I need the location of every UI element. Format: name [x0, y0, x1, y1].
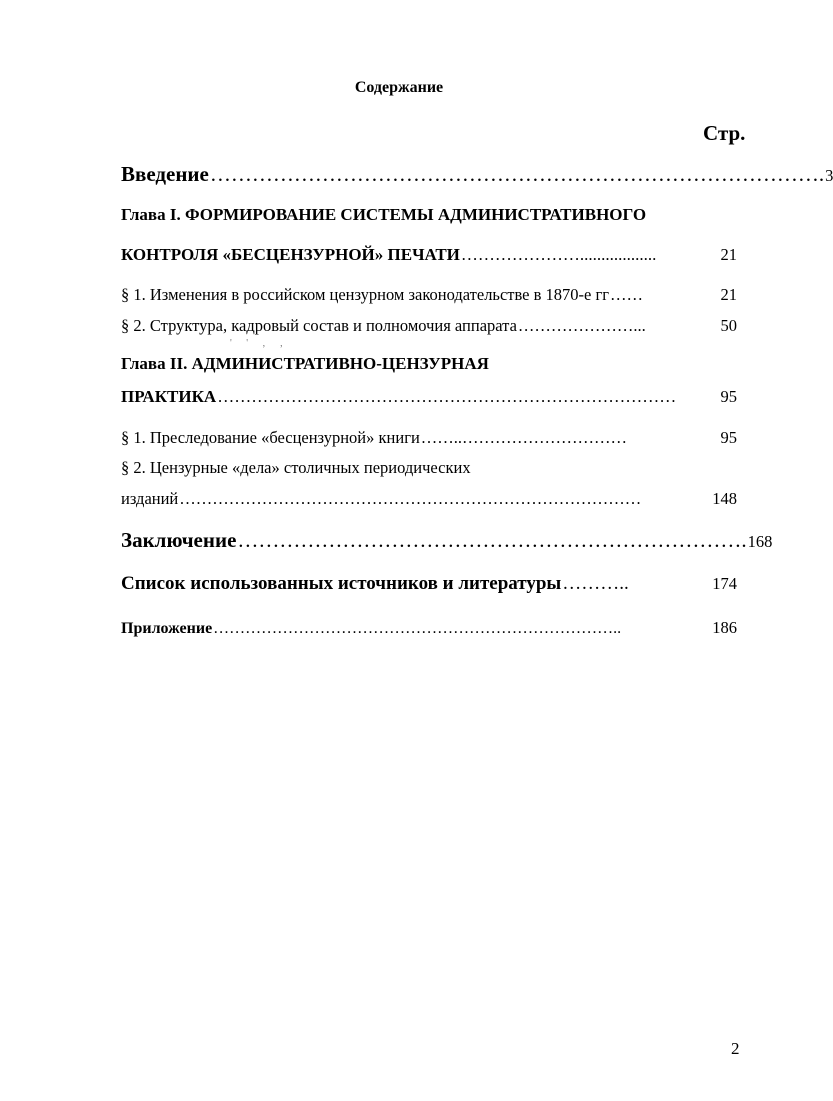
toc-entry-label: изданий	[121, 489, 179, 508]
toc-page-number: 148	[712, 489, 737, 508]
toc-title: Содержание	[354, 79, 444, 96]
toc-entry-chapter1[interactable]	[121, 245, 737, 265]
toc-dot-leader: …………………..................	[460, 245, 657, 264]
toc-chapter2-title-line1[interactable]: Глава II. АДМИНИСТРАТИВНО-ЦЕНЗУРНАЯ	[121, 354, 489, 373]
toc-page-number: 21	[720, 285, 737, 304]
toc-dot-leader: ………………………………………………………………………	[217, 387, 677, 406]
toc-entry-chapter2[interactable]	[121, 387, 737, 407]
scan-speck-marks: ' ' , ‚	[230, 338, 289, 349]
toc-page-number: 186	[712, 618, 737, 637]
toc-dot-leader: …………………...	[517, 316, 646, 335]
toc-page-number: 95	[720, 387, 737, 406]
toc-entry-label: Заключение	[121, 528, 237, 552]
toc-entry-label: Приложение	[121, 620, 213, 637]
toc-entry-section2-1[interactable]	[121, 428, 737, 448]
toc-entry-label: Введение	[121, 162, 209, 186]
toc-entry-appendix[interactable]	[121, 618, 737, 638]
toc-entry-section1-2[interactable]	[121, 316, 737, 336]
toc-section2-2-title-line1[interactable]: § 2. Цензурные «дела» столичных периодических	[121, 458, 471, 477]
toc-dot-leader: …………………………………………………………………………	[179, 489, 642, 508]
toc-entry-label: ПРАКТИКА	[121, 387, 217, 406]
toc-dot-leader: ………..	[562, 573, 629, 594]
toc-dot-leader: ……	[610, 285, 644, 304]
toc-page-number: 174	[712, 574, 737, 593]
page-column-label: Стр.	[703, 121, 746, 145]
toc-entry-label: § 1. Изменения в российском цензурном законодательстве в 1870-е гг	[121, 285, 610, 304]
toc-entry-label: КОНТРОЛЯ «БЕСЦЕНЗУРНОЙ» ПЕЧАТИ	[121, 245, 460, 264]
page-number: 2	[731, 1039, 740, 1058]
toc-entry-section2-2[interactable]	[121, 489, 737, 509]
toc-dot-leader: ……………………………………………………………….	[237, 528, 747, 552]
toc-page-number: 50	[720, 316, 737, 335]
toc-entry-introduction[interactable]	[121, 162, 833, 187]
toc-page-number: 21	[720, 245, 737, 264]
toc-page-number: 95	[720, 428, 737, 447]
toc-entry-label: Список использованных источников и литературы	[121, 573, 562, 594]
toc-chapter1-title-line1[interactable]: Глава I. ФОРМИРОВАНИЕ СИСТЕМЫ АДМИНИСТРАТИВНОГО	[121, 205, 647, 224]
toc-dot-leader: …………………………………………………………………………….	[209, 162, 825, 186]
toc-entry-conclusion[interactable]	[121, 528, 773, 553]
toc-entry-label: § 2. Структура, кадровый состав и полномочия аппарата	[121, 316, 517, 335]
toc-dot-leader: …………………………………………………………………..	[213, 620, 622, 637]
toc-entry-sources[interactable]	[121, 573, 737, 595]
toc-page-number: 168	[747, 532, 773, 551]
toc-entry-section1-1[interactable]	[121, 285, 737, 305]
toc-entry-label: § 1. Преследование «бесцензурной» книги	[121, 428, 420, 447]
toc-dot-leader: ……..…………………………	[420, 428, 628, 447]
toc-page-number: 3	[825, 166, 833, 185]
